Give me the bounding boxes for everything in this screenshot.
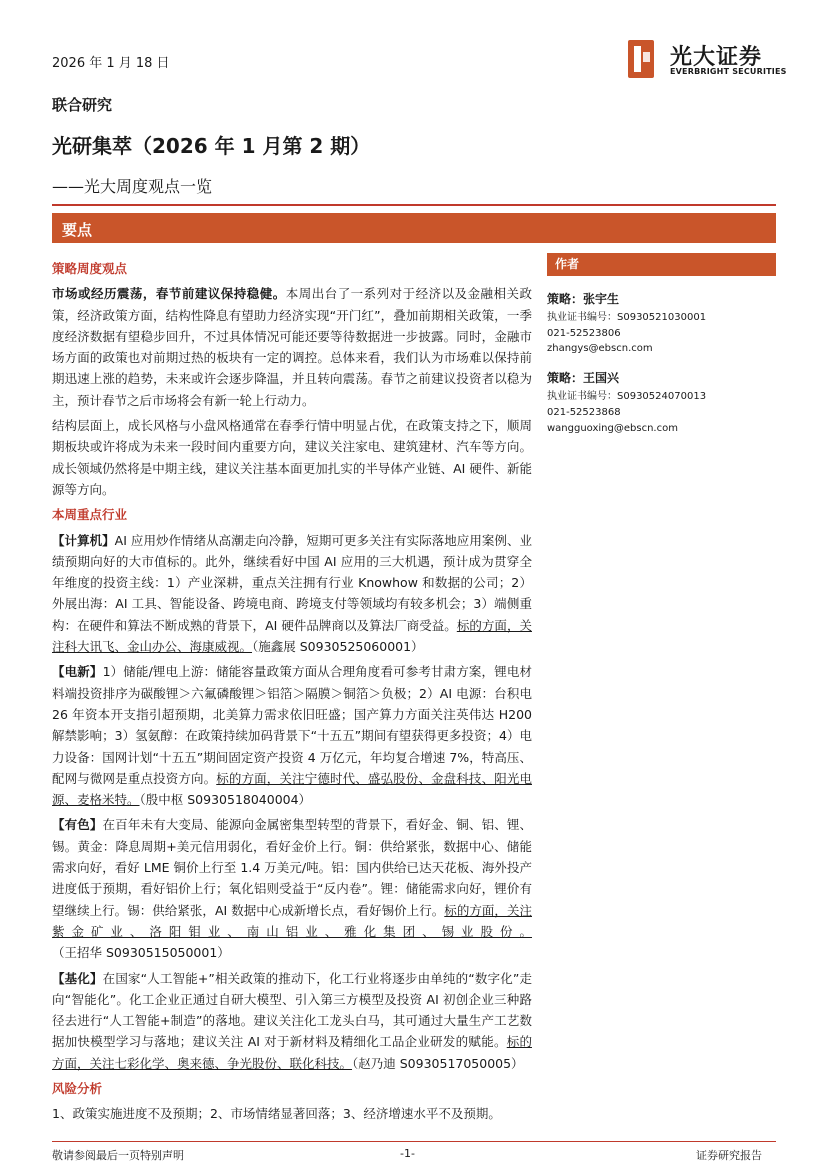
chem-targets: 标的方面，关注七彩化学、奥来德、争光股份、联化科技。 (52, 1034, 532, 1071)
risk-text: 1、政策实施进度不及预期；2、市场情绪显著回落；3、经济增速水平不及预期。 (52, 1106, 501, 1122)
newenergy-targets: 标的方面，关注宁德时代、盛弘股份、金盘科技、阳光电源、麦格米特。 (52, 770, 532, 808)
analyst-name: 策略：王国兴 (547, 371, 620, 386)
logo-text: 光大证券 (670, 45, 763, 70)
main-content (52, 258, 532, 1129)
author-sidebar (547, 253, 776, 450)
report-category: 联合研究 (52, 96, 113, 114)
computer-text: AI 应用炒作情绪从高潮走向冷静，短期可更多关注有实际落地应用案例、业绩预期向好的大市值标的。此外，继续看好中国 AI 应用的三大机遇，预计成为贯穿全年维度的投资主线：1）产业深耕，重点关注拥有行业 Knowhow 和数据的公司；2）外展出海：AI 工具、智能设备、跨境电商、跨境支付等领域均有较多机会；3）端侧重构：在硬件和算法不断成熟的背景下，AI 硬件品牌商以及算法厂商受益。 (52, 532, 532, 633)
author-banner: 作者 (547, 253, 776, 276)
computer-paragraph (52, 530, 532, 658)
metals-text: 在百年未有大变局、能源向金属密集型转型的背景下，看好金、铜、铝、锂、锡。黄金：降息周期+美元信用弱化，看好金价上行。铜：供给紧张，数据中心、储能需求向好，看好 LME 铜价上行至 1.4 万美元/吨。铝：国内供给已达天花板、海外投产进度低于预期，看好铝价上行；氧化铝则受益于“反内卷”。锂：储能需求向好，锂价有望继续上行。锡：供给紧张，AI 数据中心成新增长点，看好锡价上行。 (52, 817, 532, 918)
analyst-name: 策略：张宇生 (547, 292, 620, 306)
computer-author: （施鑫展 S0930525060001） (252, 639, 424, 655)
chem-tag: 【基化】 (52, 970, 103, 986)
header-divider (52, 204, 776, 206)
newenergy-tag: 【电新】 (52, 664, 103, 680)
analyst-card (547, 371, 776, 436)
analyst-phone: 021-52523806 (547, 327, 621, 339)
newenergy-author: （殷中枢 S0930518040004） (139, 792, 312, 808)
report-subtitle: ——光大周度观点一览 (52, 177, 213, 196)
footer-disclaimer: 敬请参阅最后一页特别声明 (52, 1149, 184, 1162)
computer-targets: 标的方面，关注科大讯飞、金山办公、海康威视。 (52, 617, 532, 655)
footer-divider (52, 1141, 776, 1142)
logo-subtext: EVERBRIGHT SECURITIES (670, 67, 787, 76)
analyst-cert: 执业证书编号：S0930524070013 (547, 390, 707, 402)
metals-author: （王招华 S0930515050001） (52, 945, 230, 961)
metals-tag: 【有色】 (52, 817, 103, 833)
metals-targets: 标的方面，关注紫金矿业、洛阳钼业、南山铝业、雅化集团、锡业股份。 (52, 902, 532, 939)
strategy-heading: 策略周度观点 (52, 261, 128, 276)
key-points-banner (52, 213, 776, 243)
page-number: -1- (400, 1147, 415, 1160)
strategy-paragraph-2: 结构层面上，成长风格与小盘风格通常在春季行情中明显占优，在政策支持之下，顺周期板块或许将成为未来一段时间内重要方向，建议关注家电、建筑建材、汽车等方向。成长领域仍然将是中期主线，建议关注基本面更加扎实的半导体产业链、AI 硬件、新能源等方向。 (52, 418, 532, 497)
analyst-card (547, 292, 776, 357)
metals-paragraph (52, 814, 532, 963)
newenergy-paragraph (52, 661, 532, 810)
strategy-paragraph-1 (52, 283, 532, 411)
computer-tag: 【计算机】 (52, 532, 115, 548)
industry-heading: 本周重点行业 (52, 507, 128, 523)
analyst-email[interactable]: zhangys@ebscn.com (547, 343, 653, 355)
report-title: 光研集萃（2026 年 1 月第 2 期） (52, 134, 371, 158)
chem-author: （赵乃迪 S0930517050005） (352, 1055, 524, 1071)
banner-label: 要点 (62, 221, 93, 239)
analyst-email[interactable]: wangguoxing@ebscn.com (547, 422, 678, 434)
newenergy-text: 1）储能/锂电上游：储能容量政策方面从合理角度看可参考甘肃方案，锂电材料端投资排序为碳酸锂＞六氟磷酸锂＞铝箔＞隔膜＞铜箔＞负极；2）AI 电源：台积电 26 年资本开支指引超预期，北美算力需求依旧旺盛；国产算力方面关注英伟达 H200 解禁影响；3）氢氨醇：在政策持续加码背景下“十五五”期间有望获得更多投资；4）电力设备：国网计划“十五五”期间固定资产投资 4 万亿元，年均复合增速 7%，特高压、配网与微网是重点投资方向。 (52, 664, 532, 786)
strategy-lead: 市场或经历震荡，春节前建议保持稳健。 (52, 286, 286, 302)
footer-report-type: 证券研究报告 (696, 1149, 762, 1162)
analyst-phone: 021-52523868 (547, 406, 621, 418)
report-date: 2026 年 1 月 18 日 (52, 56, 170, 71)
chem-paragraph (52, 968, 532, 1074)
risk-heading: 风险分析 (52, 1080, 103, 1096)
chem-text: 在国家“人工智能+”相关政策的推动下，化工行业将逐步由单纯的“数字化”走向“智能化”。化工企业正通过自研大模型、引入第三方模型及投资 AI 初创企业三种路径去进行“人工智能+制造”的落地。建议关注化工龙头白马，其可通过大量生产工艺数据加快模型学习与落地；建议关注 AI 对于新材料及精细化工品企业研发的赋能。 (52, 970, 532, 1050)
strategy-body: 本周出台了一系列对于经济以及金融相关政策，经济政策方面，结构性降息有望助力经济实现“开门红”，叠加前期相关政策，一季度经济数据有望稳步回升，不过具体情况可能还要等待数据进一步披露。同时，金融市场方面的政策也对前期过热的板块有一定的调控。总体来看，我们认为市场难以保持前期迅速上涨的趋势，未来或许会逐步降温，并且转向震荡。春节之前建议投资者以稳为主，预计春节之后市场将会有新一轮上行动力。 (52, 286, 532, 408)
analyst-cert: 执业证书编号：S0930521030001 (547, 311, 707, 323)
